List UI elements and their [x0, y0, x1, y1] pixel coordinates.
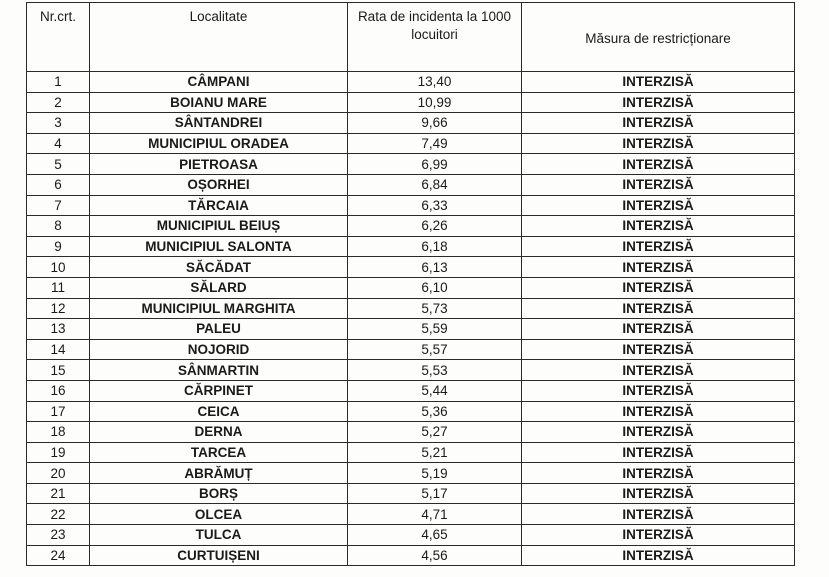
restriction-measure: INTERZISĂ [522, 504, 795, 525]
table-row [27, 319, 795, 340]
row-number: 13 [27, 319, 90, 340]
row-number: 15 [27, 360, 90, 381]
table-header-row [27, 3, 795, 72]
row-number: 2 [27, 92, 90, 113]
row-number: 18 [27, 422, 90, 443]
locality-name: TĂRCAIA [90, 195, 348, 216]
locality-name: BOIANU MARE [90, 92, 348, 113]
table-row [27, 380, 795, 401]
incidence-rate: 4,65 [348, 525, 522, 546]
locality-name: CURTUIȘENI [90, 545, 348, 566]
row-number: 21 [27, 483, 90, 504]
row-number: 20 [27, 463, 90, 484]
table-row [27, 422, 795, 443]
locality-name: DERNA [90, 422, 348, 443]
table-row [27, 277, 795, 298]
table-row [27, 236, 795, 257]
row-number: 8 [27, 216, 90, 237]
incidence-table [26, 2, 795, 566]
restriction-measure: INTERZISĂ [522, 236, 795, 257]
header-rate: Rata de incidenta la 1000 locuitori [348, 3, 522, 72]
incidence-rate: 6,18 [348, 236, 522, 257]
table-row [27, 401, 795, 422]
incidence-rate: 6,26 [348, 216, 522, 237]
locality-name: SĂLARD [90, 277, 348, 298]
locality-name: OLCEA [90, 504, 348, 525]
locality-name: PIETROASA [90, 154, 348, 175]
restriction-measure: INTERZISĂ [522, 339, 795, 360]
restriction-measure: INTERZISĂ [522, 113, 795, 134]
row-number: 17 [27, 401, 90, 422]
table-row [27, 92, 795, 113]
header-locality: Localitate [90, 3, 348, 72]
row-number: 3 [27, 113, 90, 134]
locality-name: SÂNTANDREI [90, 113, 348, 134]
row-number: 14 [27, 339, 90, 360]
locality-name: CÂMPANI [90, 72, 348, 93]
incidence-rate: 13,40 [348, 72, 522, 93]
locality-name: TARCEA [90, 442, 348, 463]
table-row [27, 463, 795, 484]
incidence-rate: 5,57 [348, 339, 522, 360]
restriction-measure: INTERZISĂ [522, 195, 795, 216]
locality-name: CEICA [90, 401, 348, 422]
restriction-measure: INTERZISĂ [522, 483, 795, 504]
restriction-measure: INTERZISĂ [522, 72, 795, 93]
locality-name: SĂCĂDAT [90, 257, 348, 278]
locality-name: MUNICIPIUL ORADEA [90, 133, 348, 154]
restriction-measure: INTERZISĂ [522, 442, 795, 463]
restriction-measure: INTERZISĂ [522, 216, 795, 237]
restriction-measure: INTERZISĂ [522, 545, 795, 566]
table-row [27, 133, 795, 154]
restriction-measure: INTERZISĂ [522, 463, 795, 484]
row-number: 5 [27, 154, 90, 175]
incidence-rate: 4,56 [348, 545, 522, 566]
restriction-measure: INTERZISĂ [522, 257, 795, 278]
incidence-rate: 6,99 [348, 154, 522, 175]
locality-name: NOJORID [90, 339, 348, 360]
table-row [27, 360, 795, 381]
row-number: 4 [27, 133, 90, 154]
row-number: 9 [27, 236, 90, 257]
table-row [27, 174, 795, 195]
row-number: 22 [27, 504, 90, 525]
incidence-rate: 5,27 [348, 422, 522, 443]
header-nr: Nr.crt. [27, 3, 90, 72]
incidence-rate: 6,10 [348, 277, 522, 298]
table-row [27, 442, 795, 463]
locality-name: TULCA [90, 525, 348, 546]
restriction-measure: INTERZISĂ [522, 319, 795, 340]
table-row [27, 339, 795, 360]
restriction-measure: INTERZISĂ [522, 298, 795, 319]
row-number: 11 [27, 277, 90, 298]
incidence-rate: 5,53 [348, 360, 522, 381]
row-number: 6 [27, 174, 90, 195]
incidence-rate: 6,13 [348, 257, 522, 278]
row-number: 7 [27, 195, 90, 216]
restriction-measure: INTERZISĂ [522, 525, 795, 546]
locality-name: PALEU [90, 319, 348, 340]
incidence-rate: 6,84 [348, 174, 522, 195]
incidence-rate: 5,36 [348, 401, 522, 422]
table-row [27, 72, 795, 93]
row-number: 23 [27, 525, 90, 546]
restriction-measure: INTERZISĂ [522, 380, 795, 401]
restriction-measure: INTERZISĂ [522, 92, 795, 113]
row-number: 12 [27, 298, 90, 319]
incidence-rate: 10,99 [348, 92, 522, 113]
incidence-rate: 5,59 [348, 319, 522, 340]
table-row [27, 483, 795, 504]
restriction-measure: INTERZISĂ [522, 401, 795, 422]
row-number: 1 [27, 72, 90, 93]
header-measure: Măsura de restricționare [522, 3, 795, 72]
incidence-rate: 5,44 [348, 380, 522, 401]
incidence-rate: 4,71 [348, 504, 522, 525]
row-number: 19 [27, 442, 90, 463]
restriction-measure: INTERZISĂ [522, 277, 795, 298]
incidence-rate: 5,21 [348, 442, 522, 463]
locality-name: ABRĂMUȚ [90, 463, 348, 484]
table-row [27, 195, 795, 216]
restriction-measure: INTERZISĂ [522, 154, 795, 175]
locality-name: MUNICIPIUL BEIUȘ [90, 216, 348, 237]
table-body [27, 72, 795, 566]
table-row [27, 525, 795, 546]
locality-name: MUNICIPIUL SALONTA [90, 236, 348, 257]
locality-name: CĂRPINET [90, 380, 348, 401]
incidence-rate: 5,17 [348, 483, 522, 504]
row-number: 16 [27, 380, 90, 401]
incidence-rate: 7,49 [348, 133, 522, 154]
locality-name: MUNICIPIUL MARGHITA [90, 298, 348, 319]
table-row [27, 257, 795, 278]
table-row [27, 504, 795, 525]
row-number: 10 [27, 257, 90, 278]
table-row [27, 298, 795, 319]
restriction-measure: INTERZISĂ [522, 133, 795, 154]
incidence-rate: 5,73 [348, 298, 522, 319]
locality-name: OȘORHEI [90, 174, 348, 195]
table-row [27, 545, 795, 566]
row-number: 24 [27, 545, 90, 566]
table-row [27, 113, 795, 134]
table-row [27, 216, 795, 237]
table-row [27, 154, 795, 175]
locality-name: SÂNMARTIN [90, 360, 348, 381]
restriction-measure: INTERZISĂ [522, 360, 795, 381]
restriction-measure: INTERZISĂ [522, 174, 795, 195]
incidence-rate: 5,19 [348, 463, 522, 484]
locality-name: BORȘ [90, 483, 348, 504]
restriction-measure: INTERZISĂ [522, 422, 795, 443]
incidence-rate: 9,66 [348, 113, 522, 134]
incidence-rate: 6,33 [348, 195, 522, 216]
